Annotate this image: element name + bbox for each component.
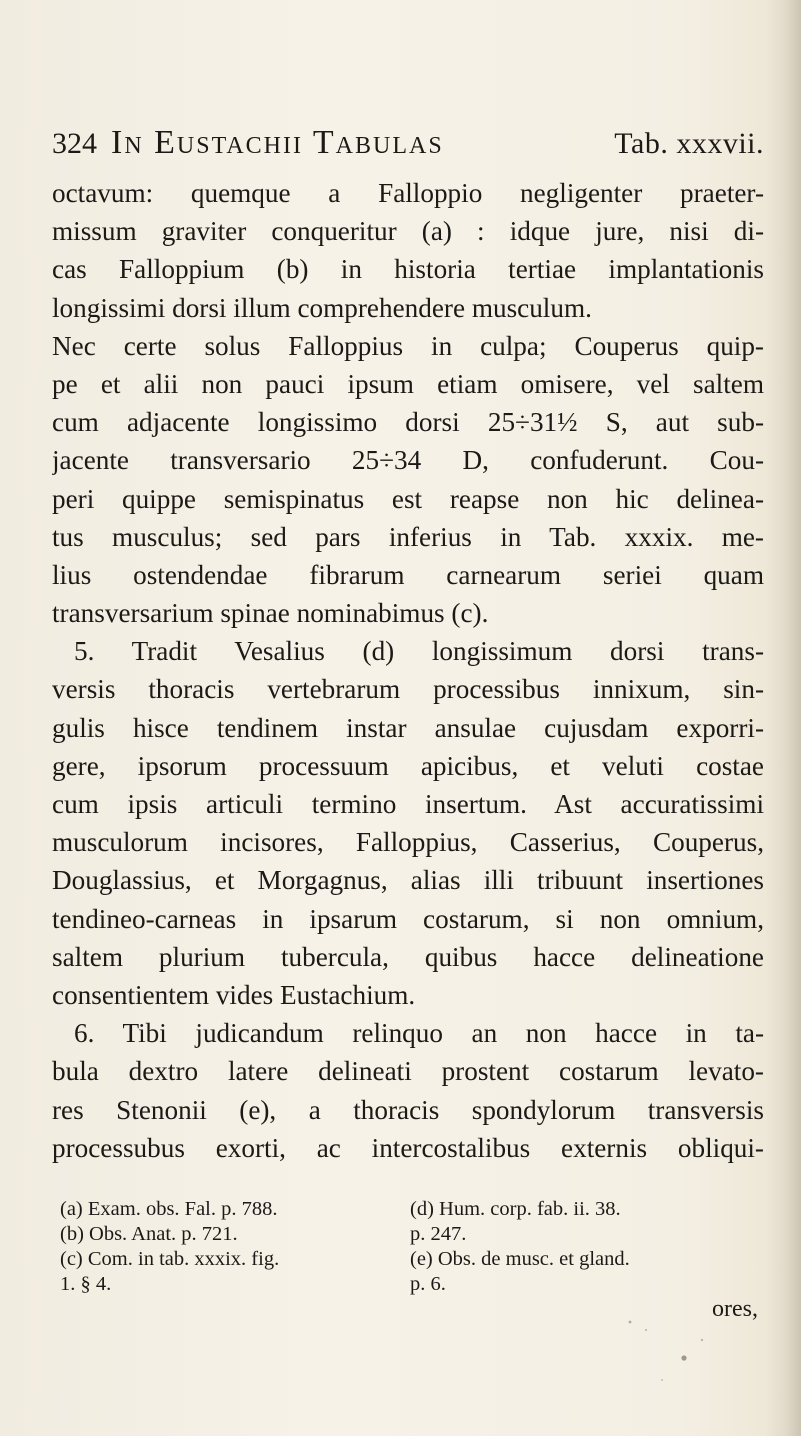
- footnotes: [60, 1197, 760, 1297]
- footnotes-right-column: [410, 1197, 760, 1297]
- text-line: missum graviter conqueritur (a) : idque jure, nisi di-: [52, 216, 764, 247]
- paper-specks-decoration: [612, 1300, 722, 1400]
- text-line: pe et alii non pauci ipsum etiam omisere, vel saltem: [52, 368, 764, 399]
- page-header: [52, 124, 764, 166]
- text-line: versis thoracis vertebrarum processibus innixum, sin-: [52, 674, 764, 705]
- body-text: [52, 174, 764, 1167]
- table-reference: Tab. xxxvii.: [614, 127, 764, 160]
- text-line: 5. Tradit Vesalius (d) longissimum dorsi trans-: [74, 636, 764, 667]
- text-line: longissimi dorsi illum comprehendere musculum.: [52, 292, 592, 323]
- footnote: (e) Obs. de musc. et gland.: [410, 1248, 630, 1270]
- paragraph-5: [52, 632, 764, 1014]
- text-line: tus musculus; sed pars inferius in Tab. xxxix. me-: [52, 521, 764, 552]
- text-line: saltem plurium tubercula, quibus hacce delineatione: [52, 941, 764, 972]
- footnote: p. 247.: [410, 1223, 467, 1245]
- text-line: musculorum incisores, Falloppius, Casserius, Couperus,: [52, 827, 764, 858]
- footnote: p. 6.: [410, 1273, 446, 1295]
- text-line: tendineo-carneas in ipsarum costarum, si non omnium,: [52, 903, 764, 934]
- footnote: (b) Obs. Anat. p. 721.: [60, 1223, 238, 1245]
- text-line: 6. Tibi judicandum relinquo an non hacce in ta-: [74, 1018, 764, 1049]
- running-title: In Eustachii Tabulas: [111, 124, 444, 161]
- text-line: Douglassius, et Morgagnus, alias illi tribuunt insertiones: [52, 865, 764, 896]
- text-line: Nec certe solus Falloppius in culpa; Couperus quip-: [52, 330, 764, 361]
- paragraph-6: [52, 1014, 764, 1167]
- text-line: lius ostendendae fibrarum carnearum seriei quam: [52, 559, 764, 590]
- page-edge-shadow: [765, 0, 801, 1436]
- text-line: cum adjacente longissimo dorsi 25÷31½ S, aut sub-: [52, 407, 764, 438]
- text-line: transversarium spinae nominabimus (c).: [52, 598, 489, 629]
- text-line: peri quippe semispinatus est reapse non hic delinea-: [52, 483, 764, 514]
- text-line: gulis hisce tendinem instar ansulae cujusdam exporri-: [52, 712, 764, 743]
- text-line: cas Falloppium (b) in historia tertiae implantationis: [52, 254, 764, 285]
- paragraph-1: [52, 174, 764, 632]
- catchword: ores,: [712, 1296, 758, 1322]
- footnotes-left-column: [60, 1197, 410, 1297]
- text-line: cum ipsis articuli termino insertum. Ast accuratissimi: [52, 789, 764, 819]
- text-line: octavum: quemque a Falloppio negligenter praeter-: [52, 178, 764, 208]
- text-line: consentientem vides Eustachium.: [52, 979, 416, 1010]
- text-line: bula dextro latere delineati prostent costarum levato-: [52, 1056, 764, 1087]
- page-number: 324: [52, 127, 97, 160]
- text-line: processubus exorti, ac intercostalibus externis obliqui-: [52, 1132, 764, 1163]
- text-line: res Stenonii (e), a thoracis spondylorum transversis: [52, 1094, 764, 1125]
- text-line: jacente transversario 25÷34 D, confuderunt. Cou-: [52, 445, 764, 476]
- text-line: gere, ipsorum processuum apicibus, et veluti costae: [52, 750, 764, 781]
- footnote: (c) Com. in tab. xxxix. fig.: [60, 1248, 280, 1270]
- footnote: (a) Exam. obs. Fal. p. 788.: [60, 1198, 278, 1220]
- footnote: 1. § 4.: [60, 1273, 112, 1295]
- footnote: (d) Hum. corp. fab. ii. 38.: [410, 1198, 621, 1220]
